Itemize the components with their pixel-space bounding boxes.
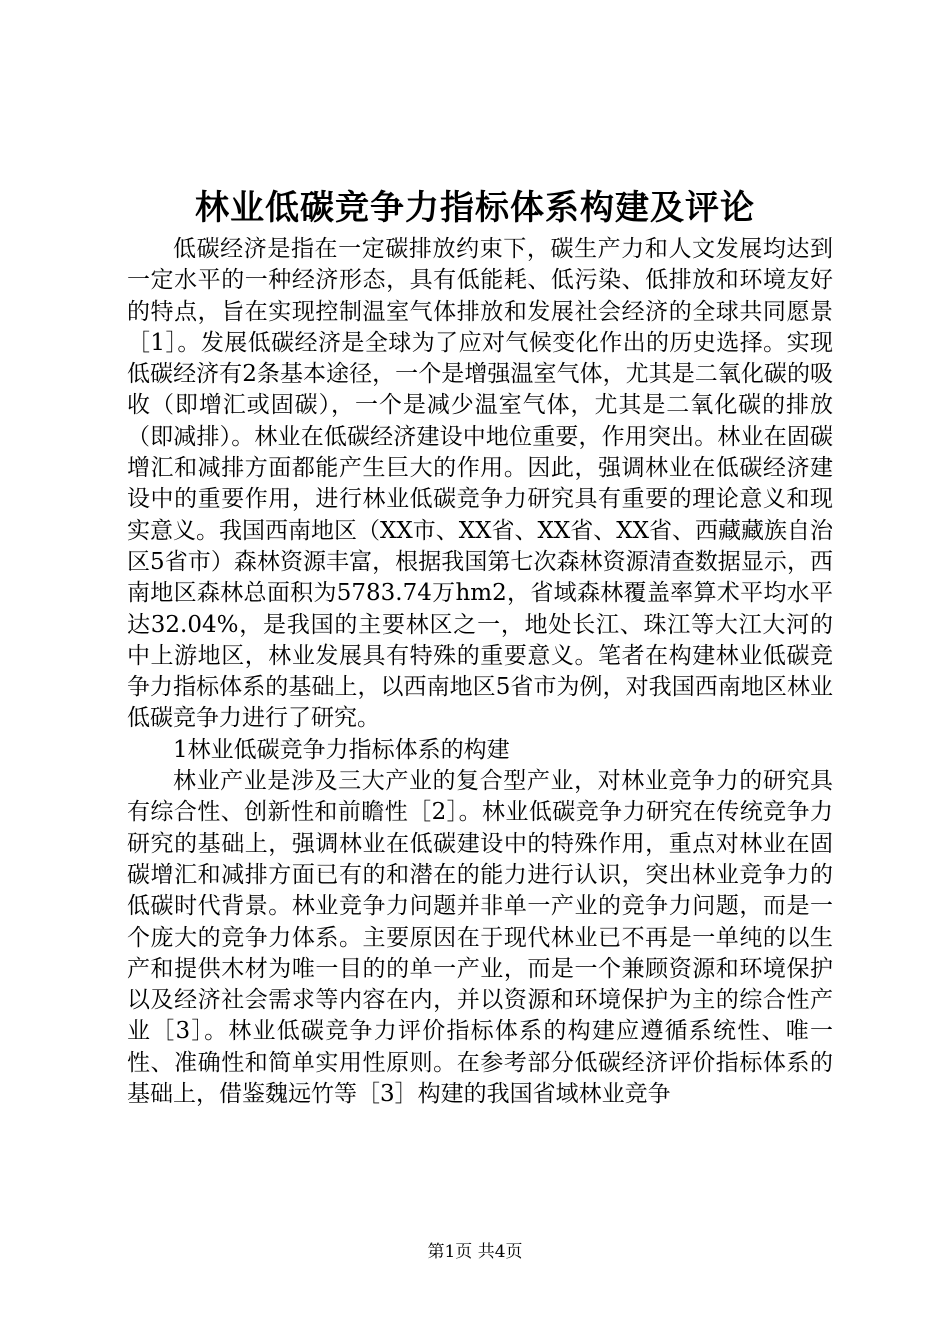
section-heading: 1林业低碳竞争力指标体系的构建 (173, 736, 510, 763)
page-footer: 第1页 共4页 (427, 1242, 523, 1262)
paragraph-section-1: 林业产业是涉及三大产业的复合型产业，对林业竞争力的研究具有综合性、创新性和前瞻性［2］。林业低碳竞争力研究在传统竞争力研究的基础上，强调林业在低碳建设中的特殊作用，重点对林业在固碳增汇和减排方面已有的和潜在的能力进行认识，突出林业竞争力的低碳时代背景。林业竞争力问题并非单一产业的竞争力问题，而是一个庞大的竞争力体系。主要原因在于现代林业已不再是一单纯的以生产和提供木材为唯一目的的单一产业，而是一个兼顾资源和环境保护以及经济社会需求等内容在内，并以资源和环境保护为主的综合性产业［3］。林业低碳竞争力评价指标体系的构建应遵循系统性、唯一性、准确性和简单实用性原则。在参考部分低碳经济评价指标体系的基础上，借鉴魏远竹等［3］构建的我国省域林业竞争 (127, 768, 833, 1108)
document-body (127, 234, 833, 1110)
paragraph-intro: 低碳经济是指在一定碳排放约束下，碳生产力和人文发展均达到一定水平的一种经济形态，具有低能耗、低污染、低排放和环境友好的特点，旨在实现控制温室气体排放和发展社会经济的全球共同愿景［1］。发展低碳经济是全球为了应对气候变化作出的历史选择。实现低碳经济有2条基本途径，一个是增强温室气体，尤其是二氧化碳的吸收（即增汇或固碳），一个是减少温室气体，尤其是二氧化碳的排放（即减排）。林业在低碳经济建设中地位重要，作用突出。林业在固碳增汇和减排方面都能产生巨大的作用。因此，强调林业在低碳经济建设中的重要作用，进行林业低碳竞争力研究具有重要的理论意义和现实意义。我国西南地区（XX市、XX省、XX省、XX省、西藏藏族自治区5省市）森林资源丰富，根据我国第七次森林资源清查数据显示，西南地区森林总面积为5783.74万hm2，省域森林覆盖率算术平均水平达32.04%，是我国的主要林区之一，地处长江、珠江等大江大河的中上游地区，林业发展具有特殊的重要意义。笔者在构建林业低碳竞争力指标体系的基础上，以西南地区5省市为例，对我国西南地区林业低碳竞争力进行了研究。 (127, 236, 833, 732)
document-title: 林业低碳竞争力指标体系构建及评论 (195, 188, 755, 228)
